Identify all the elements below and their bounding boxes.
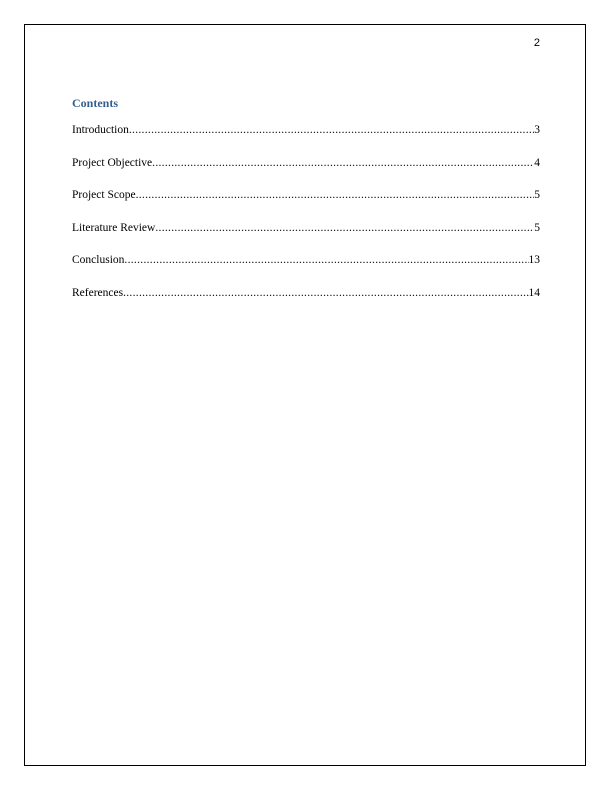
toc-entry-page[interactable]: 13 xyxy=(528,254,540,267)
table-of-contents xyxy=(72,123,540,319)
toc-entry-conclusion[interactable] xyxy=(72,253,540,267)
toc-entry-page[interactable]: 5 xyxy=(534,189,540,202)
toc-heading: Contents xyxy=(72,96,119,110)
toc-entry-references[interactable] xyxy=(72,286,540,300)
toc-entry-title[interactable]: Project Objective xyxy=(72,156,153,169)
toc-entry-introduction[interactable] xyxy=(72,123,540,137)
toc-entry-title[interactable]: Project Scope xyxy=(72,189,136,202)
toc-entry-project-objective[interactable] xyxy=(72,156,540,170)
toc-entry-title[interactable]: References xyxy=(72,286,124,299)
dot-leader xyxy=(129,123,534,137)
dot-leader xyxy=(152,156,534,170)
dot-leader xyxy=(155,221,534,235)
toc-entry-title[interactable]: Introduction xyxy=(72,124,129,136)
toc-entry-page[interactable]: 5 xyxy=(534,221,540,234)
toc-entry-title[interactable]: Literature Review xyxy=(72,221,156,234)
toc-entry-page[interactable]: 14 xyxy=(528,286,540,299)
toc-entry-page[interactable]: 3 xyxy=(534,124,540,136)
toc-entry-project-scope[interactable] xyxy=(72,188,540,202)
dot-leader xyxy=(124,253,528,267)
toc-entry-page[interactable]: 4 xyxy=(534,156,540,169)
toc-entry-literature-review[interactable] xyxy=(72,221,540,235)
toc-entry-title[interactable]: Conclusion xyxy=(72,254,125,267)
page-number: 2 xyxy=(533,37,540,49)
dot-leader xyxy=(136,188,535,202)
dot-leader xyxy=(123,286,528,300)
